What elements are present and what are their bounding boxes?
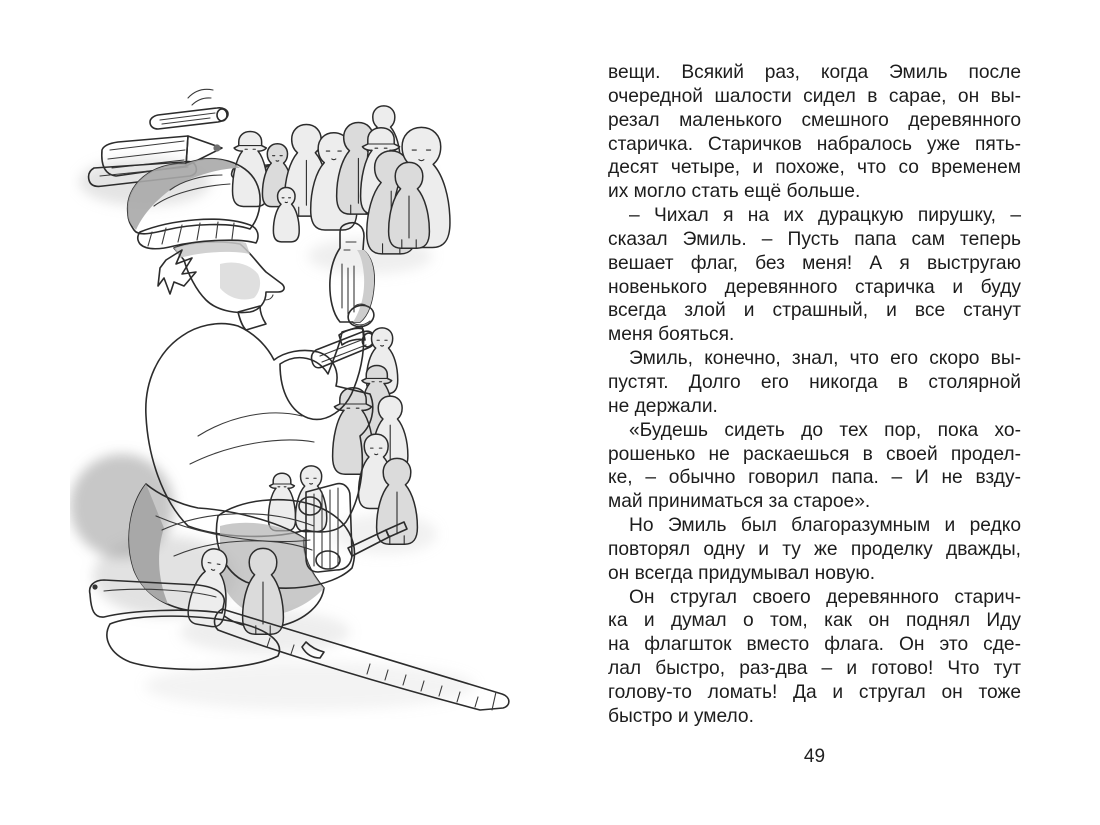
text-line: – Чихал я на их дурацкую пирушку, –: [629, 205, 1021, 227]
text-line: ке, – обычно говорил папа. – И не взду-: [608, 467, 1021, 489]
text-line: резал маленького смешного деревянного: [608, 109, 1021, 131]
text-line: май приниматься за старое».: [608, 491, 871, 513]
text-line: рошенько не раскаешься в своей продел-: [608, 443, 1021, 465]
illustration: [70, 64, 540, 719]
text-line: повторял одну и ту же проделку дважды,: [608, 538, 1021, 560]
text-line: он всегда придумывал новую.: [608, 562, 876, 584]
text-line: лал быстро, раз-два – и готово! Что тут: [608, 658, 1021, 680]
text-line: не держали.: [608, 395, 718, 417]
text-line: всегда злой и страшный, и все станут: [608, 300, 1021, 322]
text-line: десят четыре, и похоже, что со временем: [608, 157, 1021, 179]
text-line: меня бояться.: [608, 324, 735, 346]
text-line: «Будешь сидеть до тех пор, пока хо-: [629, 419, 1021, 441]
text-line: старичка. Старичков набралось уже пять-: [608, 133, 1021, 155]
emil-carving-illustration: [70, 64, 540, 719]
text-line: вещи. Всякий раз, когда Эмиль после: [608, 62, 1021, 83]
text-line: Он стругал своего деревянного старич-: [629, 586, 1021, 608]
text-line: Эмиль, конечно, знал, что его скоро вы-: [629, 348, 1021, 370]
page-number: 49: [803, 746, 826, 767]
text-line: быстро и умело.: [608, 705, 754, 727]
text-line: сказал Эмиль. – Пусть папа сам теперь: [608, 228, 1021, 250]
text-line: их могло стать ещё больше.: [608, 181, 861, 203]
text-line: вешает флаг, без меня! А я выстругаю: [608, 252, 1021, 274]
text-line: очередной шалости сидел в сарае, он вы-: [608, 85, 1021, 107]
text-line: пустят. Долго его никогда в столярной: [608, 371, 1021, 393]
text-column: [608, 61, 1021, 729]
text-line: новенького деревянного старичка и буду: [608, 276, 1021, 298]
text-line: ка и думал о том, как он поднял Иду: [608, 610, 1021, 632]
text-line: голову-то ломать! Да и стругал он тоже: [608, 681, 1021, 703]
text-line: на флагшток вместо флага. Он это сде-: [608, 634, 1021, 656]
text-line: Но Эмиль был благоразумным и редко: [629, 515, 1021, 537]
